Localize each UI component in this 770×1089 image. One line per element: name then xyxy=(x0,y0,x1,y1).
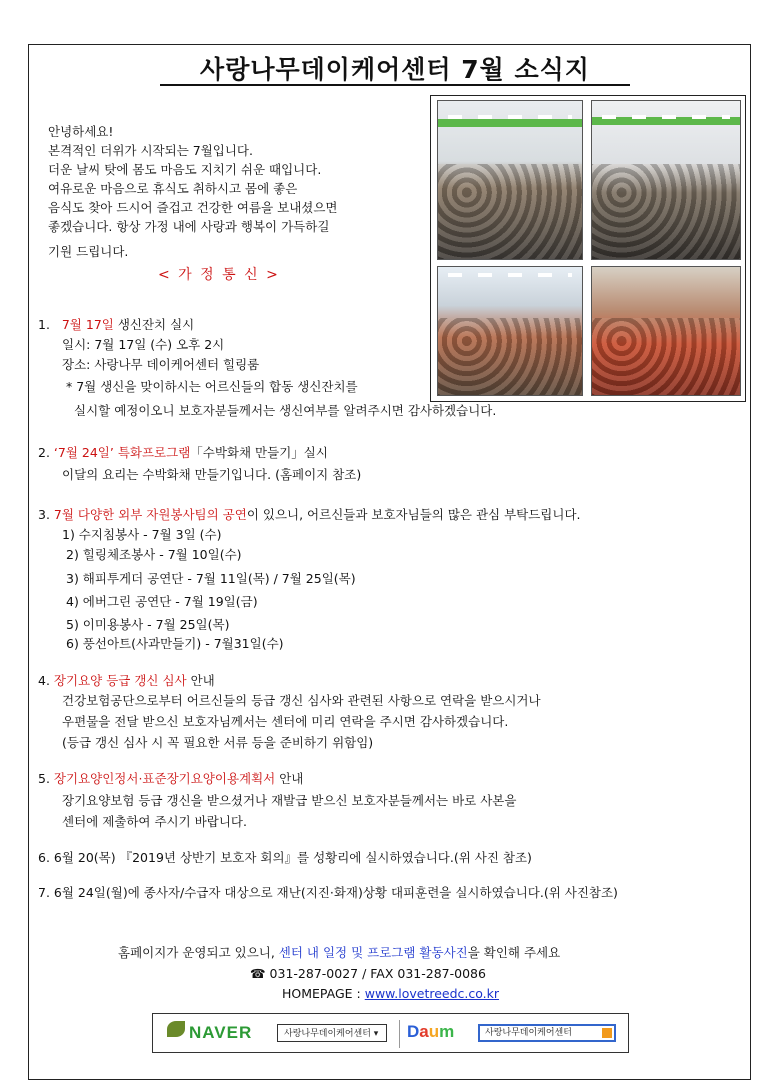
item4-line: (등급 갱신 심사 시 꼭 필요한 서류 등을 준비하기 위함임) xyxy=(62,735,374,750)
footer-homepage: HOMEPAGE : www.lovetreedc.co.kr xyxy=(282,986,500,1001)
item1-line: 일시: 7월 17일 (수) 오후 2시 xyxy=(62,337,225,352)
greeting-line: 좋겠습니다. 항상 가정 내에 사랑과 행복이 가득하길 xyxy=(48,219,330,234)
naver-logo: NAVER xyxy=(189,1023,253,1042)
item4-line: 우편물을 전달 받으신 보호자님께서는 센터에 미리 연락을 주시면 감사하겠습니다. xyxy=(62,714,509,729)
volunteer-item: 1) 수지침봉사 - 7월 3일 (수) xyxy=(62,527,222,542)
item3-highlight: 7월 다양한 외부 자원봉사팀의 공연 xyxy=(53,507,247,522)
banner-divider xyxy=(399,1020,400,1048)
item3-heading: 3. 7월 다양한 외부 자원봉사팀의 공연이 있으니, 어르신들과 보호자님들의 많은 관심 부탁드립니다. xyxy=(38,507,581,522)
greeting-line: 음식도 찾아 드시어 즐겁고 건강한 여름을 보내셨으면 xyxy=(48,200,338,215)
item2-highlight: ‘7월 24일’ 특화프로그램 xyxy=(53,445,191,460)
item7-text: 7. 6월 24일(월)에 종사자/수급자 대상으로 재난(지진·화재)상황 대피훈련을 실시하였습니다.(위 사진참조) xyxy=(38,885,618,900)
search-banner xyxy=(152,1013,629,1053)
volunteer-item: 2) 힐링체조봉사 - 7월 10일(수) xyxy=(66,547,242,562)
greeting-line: 본격적인 더위가 시작되는 7월입니다. xyxy=(48,143,253,158)
volunteer-item: 5) 이미용봉사 - 7월 25일(목) xyxy=(66,617,230,632)
greeting-line: 기원 드립니다. xyxy=(48,244,129,259)
greeting-line: 안녕하세요! xyxy=(48,124,114,139)
footer-highlight: 센터 내 일정 및 프로그램 활동사진 xyxy=(278,945,468,960)
photo-collage xyxy=(430,95,746,402)
greeting-line: 더운 날씨 탓에 몸도 마음도 지치기 쉬운 때입니다. xyxy=(48,162,322,177)
meeting-photo-2 xyxy=(591,100,741,260)
arrow-icon xyxy=(602,1028,612,1038)
drill-photo-2 xyxy=(591,266,741,396)
newsletter-title: 사랑나무데이케어센터 7월 소식지 xyxy=(200,55,590,84)
item1-line: 실시할 예정이오니 보호자분들께서는 생신여부를 알려주시면 감사하겠습니다. xyxy=(74,403,497,418)
item1-highlight: 7월 17일 xyxy=(61,317,114,332)
item5-line: 장기요양보험 등급 갱신을 받으셨거나 재발급 받으신 보호자분들께서는 바로 사본을 xyxy=(62,793,517,808)
drill-photo-1 xyxy=(437,266,583,396)
greeting-line: 여유로운 마음으로 휴식도 취하시고 몸에 좋은 xyxy=(48,181,298,196)
naver-search-box[interactable]: 사랑나무데이케어센터 ▾ xyxy=(277,1024,387,1042)
item6-text: 6. 6월 20(목) 『2019년 상반기 보호자 회의』를 성황리에 실시하였습니다.(위 사진 참조) xyxy=(38,850,532,865)
footer-notice: 홈페이지가 운영되고 있으니, 센터 내 일정 및 프로그램 활동사진을 확인해 주세요 xyxy=(118,945,561,960)
item1-line: 장소: 사랑나무 데이케어센터 힐링룸 xyxy=(62,357,260,372)
item5-heading: 5. 장기요양인정서·표준장기요양이용계획서 안내 xyxy=(38,771,304,786)
item5-highlight: 장기요양인정서·표준장기요양이용계획서 xyxy=(53,771,276,786)
daum-logo: Daum xyxy=(407,1022,455,1041)
footer-contact: ☎ 031-287-0027 / FAX 031-287-0086 xyxy=(250,966,486,981)
item1-line: * 7월 생신을 맞이하시는 어르신들의 합동 생신잔치를 xyxy=(66,379,358,394)
item4-highlight: 장기요양 등급 갱신 심사 xyxy=(53,673,187,688)
item2-heading: 2. ‘7월 24일’ 특화프로그램「수박화채 만들기」실시 xyxy=(38,445,328,460)
daum-search-box[interactable]: 사랑나무데이케어센터 xyxy=(478,1024,616,1042)
volunteer-item: 6) 풍선아트(사과만들기) - 7월31일(수) xyxy=(66,636,284,651)
item4-heading: 4. 장기요양 등급 갱신 심사 안내 xyxy=(38,673,215,688)
item4-line: 건강보험공단으로부터 어르신들의 등급 갱신 심사와 관련된 사항으로 연락을 받으시거나 xyxy=(62,693,541,708)
item2-line: 이달의 요리는 수박화채 만들기입니다. (홈페이지 참조) xyxy=(62,467,362,482)
volunteer-item: 3) 해피투게더 공연단 - 7월 11일(목) / 7월 25일(목) xyxy=(66,571,356,586)
section-heading: < 가 정 통 신 > xyxy=(158,267,280,283)
naver-leaf-icon xyxy=(167,1021,185,1037)
homepage-link[interactable]: www.lovetreedc.co.kr xyxy=(364,986,500,1001)
title-underline xyxy=(160,84,630,86)
volunteer-item: 4) 에버그린 공연단 - 7월 19일(금) xyxy=(66,594,258,609)
item1-heading: 1. 7월 17일 생신잔치 실시 xyxy=(38,317,195,332)
item5-line: 센터에 제출하여 주시기 바랍니다. xyxy=(62,814,247,829)
meeting-photo-1 xyxy=(437,100,583,260)
